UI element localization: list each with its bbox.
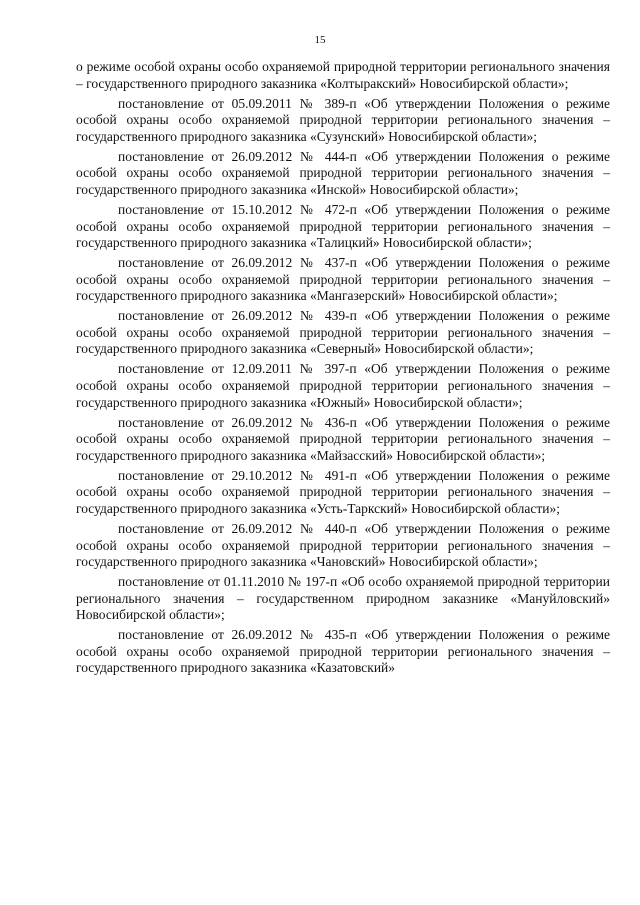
paragraph-resolution-397: постановление от 12.09.2011 № 397-п «Об утверждении Положения о режиме особой охраны особо охраняемой природной территории регионального значения – государственного природного заказника «Южный» Новосибирской области»; (76, 361, 610, 410)
paragraph-continuation: о режиме особой охраны особо охраняемой природной территории регионального значения – государственного природного заказника «Колтыракский» Новосибирской области»; (76, 59, 610, 91)
paragraph-resolution-440: постановление от 26.09.2012 № 440-п «Об утверждении Положения о режиме особой охраны особо охраняемой природной территории регионального значения – государственного природного заказника «Чановский» Новосибирской области»; (76, 520, 610, 570)
page-number: 15 (314, 34, 326, 46)
paragraph-resolution-197: постановление от 01.11.2010 № 197-п «Об особо охраняемой природной территории регионального значения – государственном природном заказнике «Мануйловский» Новосибирской области»; (76, 574, 610, 623)
paragraph-resolution-472: постановление от 15.10.2012 № 472-п «Об утверждении Положения о режиме особой охраны особо охраняемой природной территории регионального значения – государственного природного заказника «Талицкий» Новосибирской области»; (76, 201, 610, 251)
document-body (76, 59, 610, 680)
paragraph-resolution-491: постановление от 29.10.2012 № 491-п «Об утверждении Положения о режиме особой охраны особо охраняемой природной территории регионального значения – государственного природного заказника «Усть-Таркский» Новосибирской области»; (76, 467, 610, 516)
paragraph-resolution-439: постановление от 26.09.2012 № 439-п «Об утверждении Положения о режиме особой охраны особо охраняемой природной территории регионального значения – государственного природного заказника «Северный» Новосибирской области»; (76, 308, 610, 357)
paragraph-resolution-436: постановление от 26.09.2012 № 436-п «Об утверждении Положения о режиме особой охраны особо охраняемой природной территории регионального значения – государственного природного заказника «Майзасский» Новосибирской области»; (76, 414, 610, 463)
paragraph-resolution-444: постановление от 26.09.2012 № 444-п «Об утверждении Положения о режиме особой охраны особо охраняемой природной территории регионального значения – государственного природного заказника «Инской» Новосибирской области»; (76, 148, 610, 197)
paragraph-resolution-435: постановление от 26.09.2012 № 435-п «Об утверждении Положения о режиме особой охраны особо охраняемой природной территории регионального значения – государственного природного заказника «Казатовский» (76, 627, 610, 676)
paragraph-resolution-437: постановление от 26.09.2012 № 437-п «Об утверждении Положения о режиме особой охраны особо охраняемой природной территории регионального значения – государственного природного заказника «Мангазерский» Новосибирской области»; (76, 255, 610, 304)
paragraph-resolution-389: постановление от 05.09.2011 № 389-п «Об утверждении Положения о режиме особой охраны особо охраняемой природной территории регионального значения – государственного природного заказника «Сузунский» Новосибирской области»; (76, 95, 610, 144)
